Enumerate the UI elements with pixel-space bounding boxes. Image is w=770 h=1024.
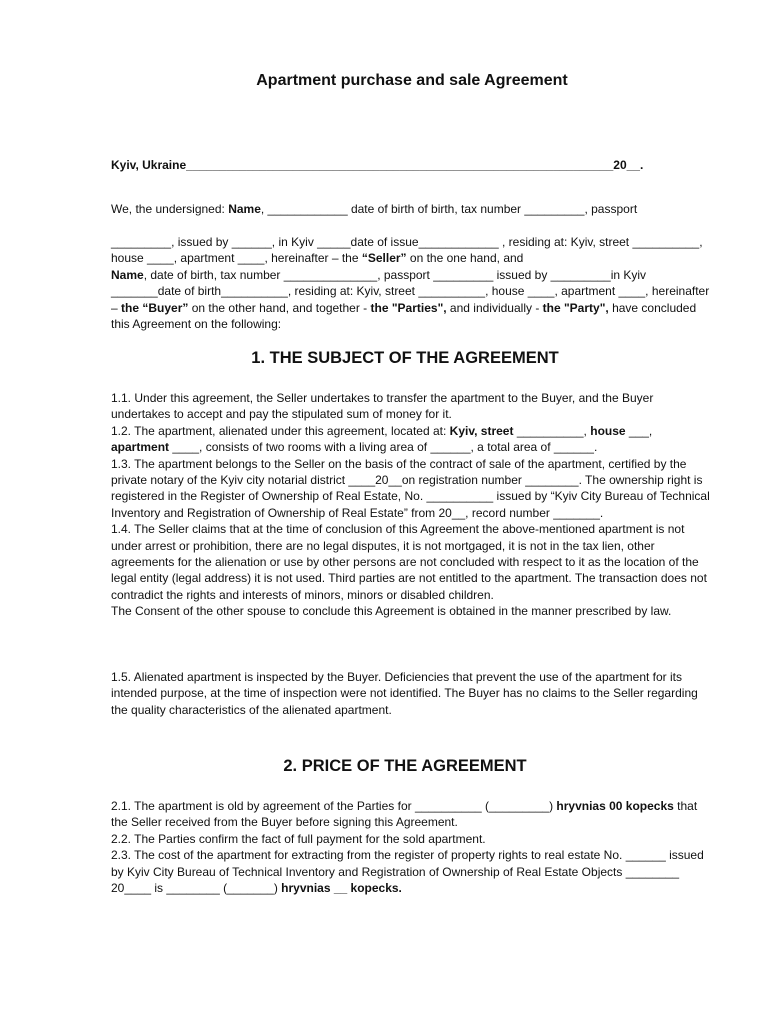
parties-term: the "Parties",: [370, 300, 447, 315]
clause-text: 2.3. The cost of the apartment for extracting from the register of property rights to real estate No. ______ issued by Kyiv City Bureau of Technical Inventory and Registration of Ownership of Real Estate Objects ________ 20____ is ________ (_______): [111, 848, 704, 896]
intro-text: on the one hand, and: [406, 251, 524, 266]
intro-text: and individually -: [446, 300, 543, 315]
party-term: the "Party",: [542, 300, 609, 315]
place-date-text: Kyiv, Ukraine________________________________________________________________20__.: [111, 158, 644, 172]
clause-bold-text: hryvnias 00 kopecks: [556, 799, 674, 813]
intro-text: , ____________ date of birth of birth, tax number _________, passport: [260, 202, 638, 216]
intro-text: We, the undersigned:: [111, 202, 229, 216]
intro-text: , date of birth, tax number ______________, passport _________ issued by _________in Kyiv _______date of birth__________, residing at: Kyiv, street __________, house ____, apartment ____, hereinafter –: [111, 267, 710, 315]
intro-paragraph-2: [111, 234, 711, 332]
place-date-line: [111, 157, 711, 173]
section-1-body: [111, 390, 711, 620]
clause-text: 2.1. The apartment is old by agreement of the Parties for __________ (_________): [111, 799, 557, 813]
seller-name-label: Name: [228, 202, 261, 216]
document-title: Apartment purchase and sale Agreement: [256, 72, 568, 89]
clause-1-3: 1.3. The apartment belongs to the Seller on the basis of the contract of sale of the apartment, certified by the private notary of the Kyiv city notarial district ____20__on registration number ________. The ownership right is registered in the Register of Ownership of Real Estate, No. __________ issued by “Kyiv City Bureau of Technical Inventory and Registration of Ownership of Real Estate” from 20__, record number _______.: [111, 456, 710, 520]
clause-1-5: 1.5. Alienated apartment is inspected by the Buyer. Deficiencies that prevent the use of the apartment for its intended purpose, at the time of inspection were not identified. The Buyer has no claims to the Seller regarding the quality characteristics of the alienated apartment.: [111, 670, 698, 717]
clause-bold-text: Kyiv, street: [449, 423, 514, 438]
buyer-term: the “Buyer”: [121, 300, 189, 315]
spouse-consent: The Consent of the other spouse to conclude this Agreement is obtained in the manner prescribed by law.: [111, 604, 672, 619]
buyer-name-label: Name: [111, 267, 144, 282]
clause-2-3: [111, 847, 711, 896]
clause-text: ____, consists of two rooms with a living area of ______, a total area of ______.: [169, 440, 598, 455]
section-2-body: [111, 798, 711, 896]
clause-1-2: [111, 423, 711, 456]
clause-text: __________,: [513, 423, 591, 438]
intro-text: _________, issued by ______, in Kyiv _____date of issue____________ , residing at: Kyiv, street __________, house ____, apartment ____, hereinafter – the: [111, 235, 703, 266]
clause-1-4: 1.4. The Seller claims that at the time of conclusion of this Agreement the above-mentioned apartment is not under arrest or prohibition, there are no legal disputes, it is not mortgaged, it is not in the tax lien, other agreements for the alienation or use by other persons are not concluded with respect to it as the location of the legal entity (legal address) it is not used. Third parties are not entitled to the apartment. The transaction does not contradict the rights and interests of minors, minors or disabled children.: [111, 522, 707, 602]
section-2-heading: 2. PRICE OF THE AGREEMENT: [283, 757, 527, 775]
section-1-heading: 1. THE SUBJECT OF THE AGREEMENT: [251, 349, 559, 367]
clause-bold-text: hryvnias __ kopecks.: [281, 881, 402, 896]
seller-term: “Seller”: [361, 251, 407, 266]
clause-bold-text: house: [590, 423, 626, 438]
clause-2-2: 2.2. The Parties confirm the fact of full payment for the sold apartment.: [111, 831, 486, 846]
clause-text: ___,: [625, 423, 653, 438]
intro-text: have concluded this Agreement on the following:: [111, 300, 697, 332]
clause-bold-text: apartment: [111, 440, 170, 455]
clause-1-1: 1.1. Under this agreement, the Seller undertakes to transfer the apartment to the Buyer, and the Buyer undertakes to accept and pay the stipulated sum of money for it.: [111, 391, 654, 422]
clause-text: that the Seller received from the Buyer before signing this Agreement.: [111, 799, 698, 830]
intro-text: on the other hand, and together -: [188, 300, 371, 315]
clause-1-5-block: [111, 669, 711, 718]
clause-2-1: [111, 798, 711, 831]
intro-paragraph-1: [111, 201, 711, 217]
clause-text: 1.2. The apartment, alienated under this agreement, located at:: [111, 423, 450, 438]
